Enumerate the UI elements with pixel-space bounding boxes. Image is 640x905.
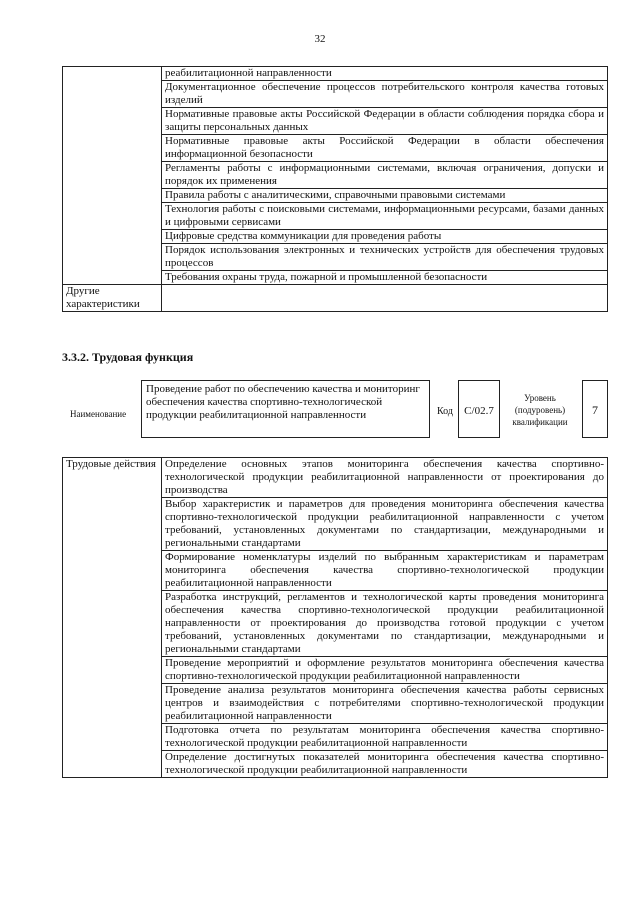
table-cell: Регламенты работы с информационными системами, включая ограничения, допуски и порядок их применения <box>162 162 608 189</box>
table-cell: Цифровые средства коммуникации для проведения работы <box>162 230 608 244</box>
table-cell: Определение основных этапов мониторинга обеспечения качества спортивно-технологической продукции реабилитационной направленности от проектирования до производства <box>162 458 608 498</box>
table-cell: Выбор характеристик и параметров для проведения мониторинга обеспечения качества спортивно-технологической продукции реабилитационной направленности с учетом требований, установленных документами по стандартизации, международными и региональными стандартами <box>162 498 608 551</box>
table-cell: Требования охраны труда, пожарной и промышленной безопасности <box>162 271 608 285</box>
table-cell: Формирование номенклатуры изделий по выбранным характеристикам и параметрам мониторинга обеспечения качества спортивно-технологической продукции реабилитационной направленности <box>162 551 608 591</box>
labor-actions-label: Трудовые действия <box>63 458 162 778</box>
table-cell: Определение достигнутых показателей мониторинга обеспечения качества спортивно-технологической продукции реабилитационной направленности <box>162 751 608 778</box>
other-characteristics-value <box>162 285 608 312</box>
function-code: C/02.7 <box>458 380 500 438</box>
table-cell: Документационное обеспечение процессов потребительского контроля качества готовых изделий <box>162 81 608 108</box>
section-heading: 3.3.2. Трудовая функция <box>62 350 194 364</box>
table-cell: Нормативные правовые акты Российской Федерации в области соблюдения порядка сбора и защиты персональных данных <box>162 108 608 135</box>
table-row <box>63 458 608 498</box>
table-cell: реабилитационной направленности <box>162 67 608 81</box>
knowledge-table <box>62 66 608 312</box>
level-label: Уровень (подуровень) квалификации <box>512 393 568 427</box>
page-number: 32 <box>314 33 326 45</box>
table-cell: Проведение анализа результатов мониторинга обеспечения качества работы сервисных центров и взаимодействия с потребителями спортивно-технологической продукции реабилитационной направленности <box>162 684 608 724</box>
table-cell: Проведение мероприятий и оформление результатов мониторинга обеспечения качества спортивно-технологической продукции реабилитационной направленности <box>162 657 608 684</box>
function-name: Проведение работ по обеспечению качества и мониторинг обеспечения качества спортивно-технологической продукции реабилитационной направленности <box>141 380 430 438</box>
table-label-cell <box>63 67 162 285</box>
function-header <box>62 380 608 440</box>
other-characteristics-label: Другие характеристики <box>63 285 162 312</box>
table-cell: Разработка инструкций, регламентов и технологической карты проведения мониторинга обеспечения качества спортивно-технологической продукции реабилитационной направленности от проектирования до производства готовой продукции с учетом требований, установленных документами по стандартизации, международными и региональными стандартами <box>162 591 608 657</box>
table-cell: Технология работы с поисковыми системами, информационными ресурсами, базами данных и цифровыми сервисами <box>162 203 608 230</box>
table-cell: Правила работы с аналитическими, справочными правовыми системами <box>162 189 608 203</box>
table-cell: Нормативные правовые акты Российской Федерации в области обеспечения информационной безопасности <box>162 135 608 162</box>
labor-actions-table <box>62 457 608 778</box>
table-row <box>63 67 608 81</box>
table-cell: Подготовка отчета по результатам мониторинга обеспечения качества спортивно-технологической продукции реабилитационной направленности <box>162 724 608 751</box>
table-row-other <box>63 285 608 312</box>
code-label: Код <box>437 406 453 417</box>
qualification-level: 7 <box>582 380 608 438</box>
table-cell: Порядок использования электронных и технических устройств для обеспечения трудовых процессов <box>162 244 608 271</box>
name-label: Наименование <box>70 409 127 419</box>
